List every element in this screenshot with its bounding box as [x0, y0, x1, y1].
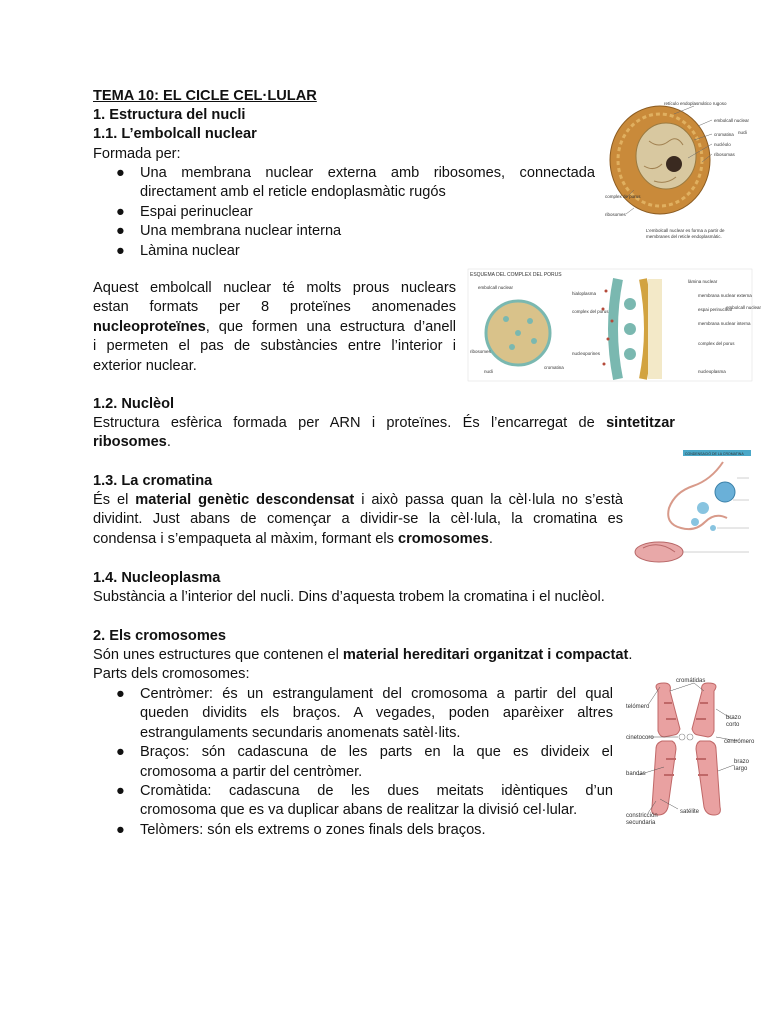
- figure-label: làmina nuclear: [688, 279, 718, 284]
- kinetochore-shape: [679, 734, 685, 740]
- bold-term: nucleoproteïnes: [93, 318, 206, 335]
- figure-label: constricción: [626, 813, 658, 819]
- nucleolus-paragraph: [93, 414, 675, 453]
- figure-label: largo: [734, 766, 748, 772]
- nucleoplasm-shape: [636, 123, 696, 189]
- nuclear-envelope-figure: [604, 96, 752, 244]
- figure-label: embolcall nuclear: [726, 305, 762, 310]
- paragraph-text: i això passa quan la cèl·lula no s’està: [354, 492, 624, 508]
- label-part: brazo: [726, 715, 742, 721]
- figure-label: embolcall nuclear: [714, 118, 750, 123]
- bullet: ●: [116, 821, 125, 838]
- chromosome-parts-list: [93, 685, 613, 840]
- subsection-1-4-heading: 1.4. Nucleoplasma: [93, 570, 221, 586]
- bullet: ●: [116, 165, 125, 181]
- subsection-1-2-heading: 1.2. Nuclèol: [93, 396, 175, 412]
- nucleolus-shape: [666, 156, 682, 172]
- paragraph-line: [93, 318, 456, 337]
- paragraph-text: Són unes estructures que contenen el: [93, 647, 343, 663]
- paragraph-text: Estructura esfèrica formada per ARN i proteïnes. És l’encarregat de: [93, 415, 607, 431]
- list-item: [93, 222, 595, 241]
- list-item: [93, 782, 613, 821]
- pore-complex-figure: [468, 269, 762, 381]
- figure-label: complex de porus: [605, 194, 641, 199]
- figure-label: centrómero: [724, 739, 755, 745]
- figure-label: membrana nuclear interna: [698, 321, 751, 326]
- subsection-1-3-heading: 1.3. La cromatina: [93, 473, 213, 489]
- paragraph-line: [93, 414, 675, 433]
- paragraph-line: [93, 433, 675, 452]
- paragraph-line: dividint. Just abans de començar a dividir-se la cèl·lula, la cromatina es: [93, 511, 623, 528]
- chromatin-paragraph: [93, 491, 623, 549]
- list-item-line: Una membrana nuclear externa amb ribosomes, connectada: [140, 165, 595, 181]
- paragraph-line: Aquest embolcall nuclear té molts prous nuclears: [93, 280, 456, 296]
- bold-term: sintetitzar: [606, 415, 675, 431]
- list-item: [93, 685, 613, 743]
- figure-label: hialoplasma: [572, 291, 597, 296]
- list-item: [93, 743, 613, 782]
- subsection-1-1-heading: 1.1. L’embolcall nuclear: [93, 126, 257, 142]
- list-item-line: Braços: són cadascuna de les parts en la que es divideix el: [140, 744, 613, 761]
- document-title: TEMA 10: EL CICLE CEL·LULAR: [93, 88, 317, 104]
- paragraph-text: .: [488, 530, 493, 547]
- list-item-line: Una membrana nuclear interna: [140, 223, 342, 240]
- bullet: ●: [116, 203, 125, 220]
- list-item-line: Làmina nuclear: [140, 242, 240, 259]
- figure-caption: membranes del reticle endoplasmàtic.: [646, 234, 722, 239]
- section-2-heading: 2. Els cromosomes: [93, 628, 227, 644]
- list-item-line: Centròmer: és un estrangulament del cromosoma a partir del qual: [140, 686, 613, 702]
- figure-caption: L’embolcall nuclear es forma a partir de: [646, 228, 725, 233]
- bold-term: material hereditari organitzat i compactat: [342, 647, 629, 663]
- list-item-line: cromosoma a partir del centròmer.: [140, 763, 363, 780]
- chromatin-condensation-figure: [633, 448, 753, 570]
- figure-title: CONDENSACIÓ DE LA CROMATINA: [685, 452, 744, 456]
- figure-label: membrana nuclear externa: [698, 293, 752, 298]
- bold-term: material genètic descondensat: [135, 492, 355, 508]
- membrane-shape: [613, 279, 618, 379]
- nuclear-envelope-list: [93, 164, 595, 261]
- figure-label: nucleoporines: [572, 351, 601, 356]
- figure-label: ribosomas: [714, 152, 735, 157]
- figure-label: nucli: [738, 130, 748, 135]
- figure-label: nucleoplasma: [698, 369, 726, 374]
- bullet: ●: [116, 744, 125, 761]
- figure-label: complex del porus: [572, 309, 609, 314]
- figure-label: nucli: [484, 369, 494, 374]
- pores-paragraph: [93, 279, 456, 376]
- figure-label: cromátidas: [676, 678, 706, 684]
- bullet: ●: [116, 783, 125, 800]
- figure-label: cromatina: [544, 365, 564, 370]
- figure-title: ESQUEMA DEL COMPLEX DEL PORUS: [470, 272, 562, 278]
- list-item-line: directament amb el reticle endoplasmàtic rugós: [140, 184, 446, 201]
- bullet: ●: [116, 223, 125, 240]
- paragraph-line: [93, 491, 623, 510]
- paragraph-line: [93, 530, 623, 549]
- figure-label: [726, 715, 742, 721]
- figure-label: nucléolo: [714, 142, 731, 147]
- bold-term: ribosomes: [93, 434, 167, 451]
- paragraph-text: És el: [93, 492, 136, 508]
- figure-label: secundaria: [626, 820, 656, 826]
- figure-label: corto: [726, 722, 740, 728]
- nucleoplasm-text: Substància a l’interior del nucli. Dins d’aquesta trobem la cromatina i el nuclèol.: [93, 589, 605, 605]
- bold-term: cromosomes: [398, 530, 489, 547]
- list-item-line: cromosoma que es va duplicar abans de realitzar la divisió cel·lular.: [140, 802, 578, 819]
- bullet: ●: [116, 242, 125, 259]
- list-item: [93, 164, 595, 203]
- paragraph-line: exterior nuclear.: [93, 357, 197, 374]
- chromosomes-intro: [93, 646, 632, 665]
- figure-label: brazo: [734, 759, 750, 765]
- section-1-heading: 1. Estructura del nucli: [93, 107, 246, 123]
- figure-label: complex del porus: [698, 341, 735, 346]
- list-item-line: Cromàtida: cadascuna de les dues meitats idèntiques d’un: [140, 783, 613, 800]
- list-item-line: Telòmers: són els extrems o zones finals dels braços.: [140, 821, 486, 838]
- chromosome-parts-label: Parts dels cromosomes:: [93, 666, 250, 682]
- figure-label: retículo endoplasmático rugoso: [664, 101, 727, 106]
- figure-label: ribosomes: [470, 349, 491, 354]
- paragraph-line: i permeten el pas de substàncies entre l’interior i: [93, 338, 456, 355]
- list-item-line: Espai perinuclear: [140, 203, 253, 220]
- list-item-line: estrangulaments secundaris anomenats satèl·lits.: [140, 724, 461, 741]
- paragraph-text: , que formen una estructura d’anell: [205, 318, 456, 335]
- figure-label: embolcall nuclear: [478, 285, 514, 290]
- list-item: [93, 203, 595, 222]
- figure-label: ribosomes: [605, 212, 626, 217]
- figure-label: cinetocoro: [626, 735, 654, 741]
- paragraph-line: estan formats per 8 proteïnes anomenades: [93, 299, 456, 316]
- bullet: ●: [116, 686, 125, 702]
- paragraph-text: .: [628, 647, 633, 663]
- list-item: [93, 242, 595, 261]
- intro-text: Formada per:: [93, 146, 181, 162]
- list-item: [93, 821, 613, 840]
- figure-label: cromatina: [714, 132, 734, 137]
- paragraph-text: .: [166, 434, 171, 451]
- figure-label: espai perinuclear: [698, 307, 733, 312]
- figure-label: satélite: [680, 809, 700, 815]
- figure-label: telómero: [626, 704, 650, 710]
- chromosome-figure: [620, 675, 760, 830]
- paragraph-text: condensa i s’empaqueta al màxim, formant els: [93, 530, 398, 547]
- figure-label: bandas: [626, 771, 646, 777]
- list-item-line: queden dividits els braços. A vegades, poden aparèixer altres: [140, 705, 613, 722]
